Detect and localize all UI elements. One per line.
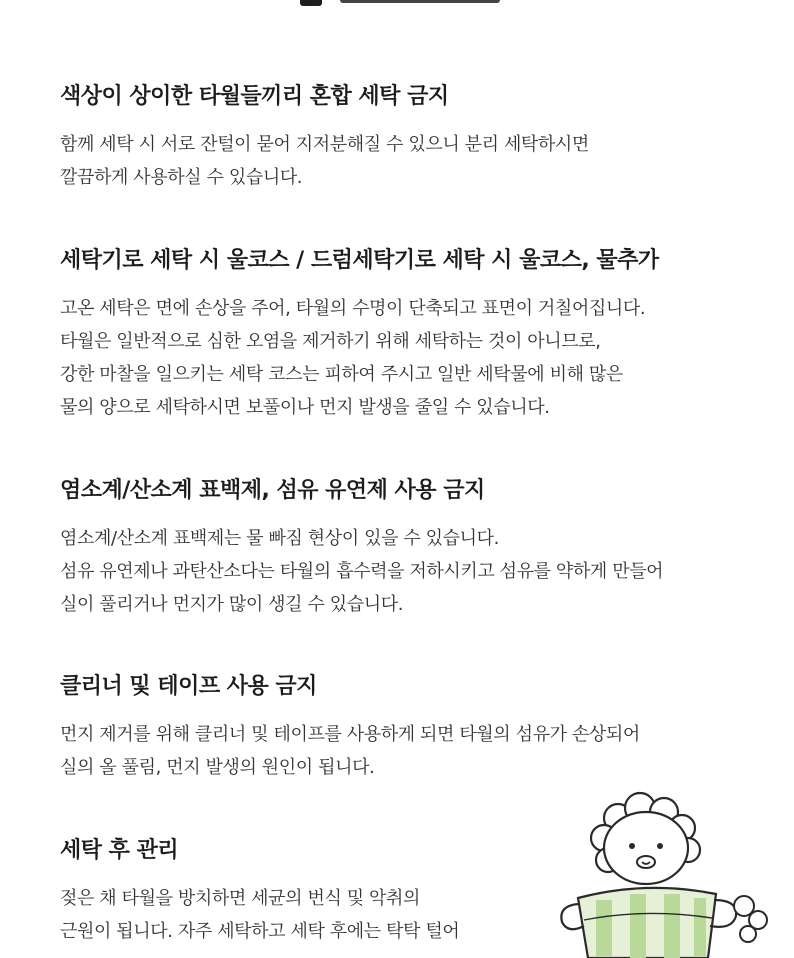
section-title: 염소계/산소계 표백제, 섬유 유연제 사용 금지 [60,478,485,503]
section-body: 먼지 제거를 위해 클리너 및 테이프를 사용하게 되면 타월의 섬유가 손상되어 실의 올 풀림, 먼지 발생의 원인이 됩니다. [60,724,640,778]
section-washing-machine-course [60,246,760,424]
section-title: 클리너 및 테이프 사용 금지 [60,674,317,699]
section-mixed-color-wash [60,82,760,194]
sheep-illustration-icon [548,788,778,958]
section-title: 세탁기로 세탁 시 울코스 / 드럼세탁기로 세탁 시 울코스, 물추가 [60,248,659,273]
section-title: 색상이 상이한 타월들끼리 혼합 세탁 금지 [60,84,449,109]
section-bleach-softener [60,476,760,621]
section-title: 세탁 후 관리 [60,838,179,863]
section-after-wash-care [60,836,540,948]
section-body: 젖은 채 타월을 방치하면 세균의 번식 및 악취의 근원이 됩니다. 자주 세탁하고 세탁 후에는 탁탁 털어 [60,888,460,942]
section-body: 함께 세탁 시 서로 잔털이 묻어 지저분해질 수 있으니 분리 세탁하시면 깔끔하게 사용하실 수 있습니다. [60,134,589,188]
section-body: 염소계/산소계 표백제는 물 빠짐 현상이 있을 수 있습니다. 섬유 유연제나 과탄산소다는 타월의 흡수력을 저하시키고 섬유를 약하게 만들어 실이 풀리거나 먼지가 많이 생길 수 있습니다. [60,528,664,615]
top-decoration [0,0,794,20]
section-body: 고온 세탁은 면에 손상을 주어, 타월의 수명이 단축되고 표면이 거칠어집니다. 타월은 일반적으로 심한 오염을 제거하기 위해 세탁하는 것이 아니므로, 강한 마찰을 일으키는 세탁 코스는 피하여 주시고 일반 세탁물에 비해 많은 물의 양으로 세탁하시면 보풀이나 먼지 발생을 줄일 수 있습니다. [60,298,646,418]
section-cleaner-tape [60,672,760,784]
